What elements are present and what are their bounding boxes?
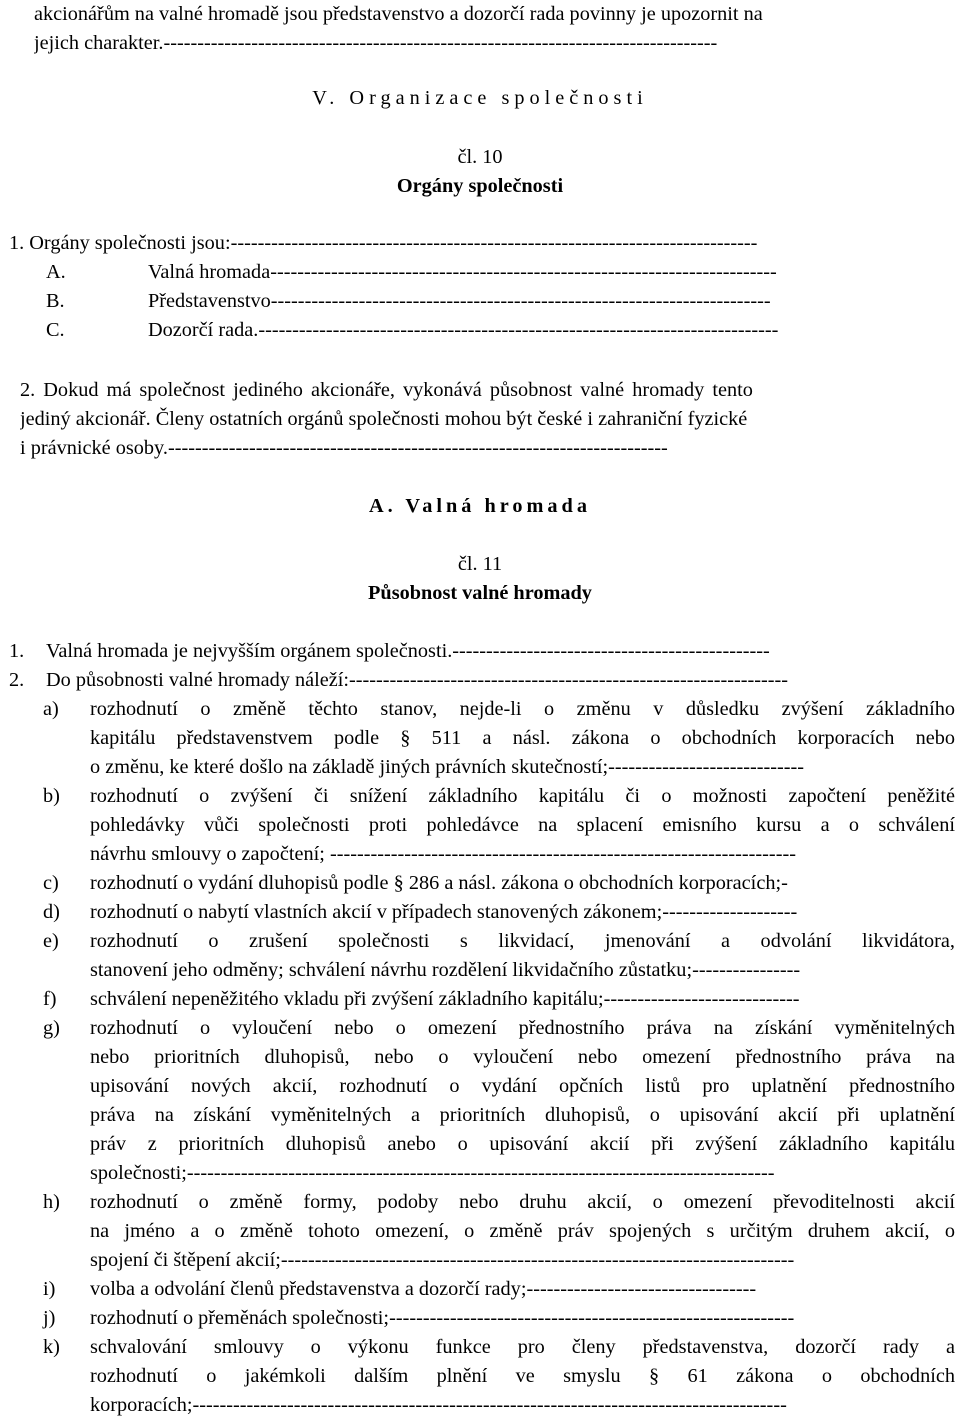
article-10-paragraph-2-line-2: jediný akcionář. Členy ostatních orgánů společnosti mohou být české i zahraniční fyzické [20, 408, 748, 430]
item-text-line: rozhodnutí o zvýšení či snížení základního kapitálu či o možnosti započtení peněžité [90, 785, 955, 807]
competence-item [34, 1304, 955, 1333]
item-text-line: rozhodnutí o vydání dluhopisů podle § 286 a násl. zákona o obchodních korporacích;- [90, 872, 788, 894]
item-text-line: pohledávky vůči společnosti proti pohledávce na splacení emisního kursu a o schválení [90, 814, 955, 836]
item-label: c) [43, 872, 59, 894]
item-text-line: společnosti;--------------------------------------------------------------------------------------- [90, 1162, 775, 1184]
paragraph-text: Do působnosti valné hromady náleží:----------------------------------------------------------------- [46, 669, 789, 691]
competence-item [34, 695, 955, 782]
item-label: e) [43, 930, 59, 952]
item-text-line: kapitálu představenstvem podle § 511 a násl. zákona o obchodních korporacích nebo [90, 727, 955, 749]
item-text-line: rozhodnutí o změně formy, podoby nebo druhu akcií, o omezení převoditelnosti akcií [90, 1191, 955, 1213]
item-label: a) [43, 698, 59, 720]
item-label: f) [43, 988, 57, 1010]
intro-line-1: akcionářům na valné hromadě jsou představenstvo a dozorčí rada povinny je upozornit na [34, 3, 763, 25]
competence-item [34, 869, 955, 898]
paragraph-text: Valná hromada je nejvyšším orgánem společnosti.----------------------------------------------- [46, 640, 770, 662]
item-label: j) [43, 1307, 56, 1329]
item-text-line: návrhu smlouvy o započtení; --------------------------------------------------------------------- [90, 843, 796, 865]
organ-label: B. [46, 290, 65, 312]
competence-item [34, 927, 955, 985]
item-text-line: rozhodnutí o změně těchto stanov, nejde-li o změnu v důsledku zvýšení základního [90, 698, 955, 720]
item-label: g) [43, 1017, 60, 1039]
article-10-title: Orgány společnosti [396, 175, 564, 197]
article-11-title: Působnost valné hromady [368, 582, 592, 604]
item-text-line: nebo prioritních dluhopisů, nebo o vyloučení nebo omezení přednostního práva na [90, 1046, 955, 1068]
item-text-line: volba a odvolání členů představenstva a dozorčí rady;---------------------------------- [90, 1278, 757, 1300]
paragraph-label: 1. [9, 640, 25, 662]
article-10-number: čl. 10 [457, 146, 503, 168]
item-text-line: korporacích;---------------------------------------------------------------------------------------- [90, 1394, 787, 1416]
item-text-line: upisování nových akcií, rozhodnutí o vydání opčních listů pro uplatnění přednostního [90, 1075, 955, 1097]
item-label: h) [43, 1191, 60, 1213]
article-11-number: čl. 11 [457, 553, 503, 575]
item-label: k) [43, 1336, 60, 1358]
organ-text: Představenstvo-------------------------------------------------------------------------- [148, 290, 771, 312]
item-text-line: o změnu, ke které došlo na základě jiných právních skutečností;----------------------------- [90, 756, 804, 778]
competence-item [34, 1014, 955, 1188]
item-text-line: rozhodnutí o zrušení společnosti s likvidací, jmenování a odvolání likvidátora, [90, 930, 955, 952]
item-text-line: schválení nepeněžitého vkladu při zvýšení základního kapitálu;----------------------------- [90, 988, 800, 1010]
item-text-line: na jméno a o změně tohoto omezení, o změně práv spojených s určitým druhem akcií, o [90, 1220, 955, 1242]
item-label: b) [43, 785, 60, 807]
intro-line-2: jejich charakter.---------------------------------------------------------------------------------- [34, 32, 718, 54]
competence-item [34, 1333, 955, 1420]
item-label: d) [43, 901, 60, 923]
competence-item [34, 1188, 955, 1275]
competence-item [34, 985, 955, 1014]
organ-text: Valná hromada--------------------------------------------------------------------------- [148, 261, 777, 283]
item-text-line: rozhodnutí o vyloučení nebo o omezení přednostního práva na získání vyměnitelných [90, 1017, 955, 1039]
item-text-line: práv z prioritních dluhopisů anebo o upisování akcií při zvýšení základního kapitálu [90, 1133, 955, 1155]
item-text-line: práva na získání vyměnitelných a prioritních dluhopisů, o upisování akcií při uplatnění [90, 1104, 955, 1126]
paragraph-label: 2. [9, 669, 25, 691]
item-text-line: rozhodnutí o nabytí vlastních akcií v případech stanovených zákonem;-------------------- [90, 901, 798, 923]
article-10-paragraph-1: 1. Orgány společnosti jsou:------------------------------------------------------------------------------ [9, 232, 758, 254]
competence-item [34, 1275, 955, 1304]
competence-item [34, 898, 955, 927]
organ-label: C. [46, 319, 65, 341]
item-text-line: stanovení jeho odměny; schválení návrhu rozdělení likvidačního zůstatku;---------------- [90, 959, 801, 981]
item-text-line: spojení či štěpení akcií;---------------------------------------------------------------------------- [90, 1249, 795, 1271]
competence-item [34, 782, 955, 869]
section-heading-a: A. Valná hromada [369, 495, 591, 517]
article-10-paragraph-2-line-1: 2. Dokud má společnost jediného akcionáře, vykonává působnost valné hromady tento [20, 379, 753, 401]
article-10-paragraph-2-line-3: i právnické osoby.-------------------------------------------------------------------------- [20, 437, 668, 459]
organ-text: Dozorčí rada.----------------------------------------------------------------------------- [148, 319, 779, 341]
organ-label: A. [46, 261, 66, 283]
item-label: i) [43, 1278, 56, 1300]
item-text-line: rozhodnutí o jakémkoli dalším plnění ve smyslu § 61 zákona o obchodních [90, 1365, 955, 1387]
section-heading-v: V. Organizace společnosti [312, 87, 648, 109]
item-text-line: schvalování smlouvy o výkonu funkce pro členy představenstva, dozorčí rady a [90, 1336, 955, 1358]
item-text-line: rozhodnutí o přeměnách společnosti;------------------------------------------------------------ [90, 1307, 795, 1329]
